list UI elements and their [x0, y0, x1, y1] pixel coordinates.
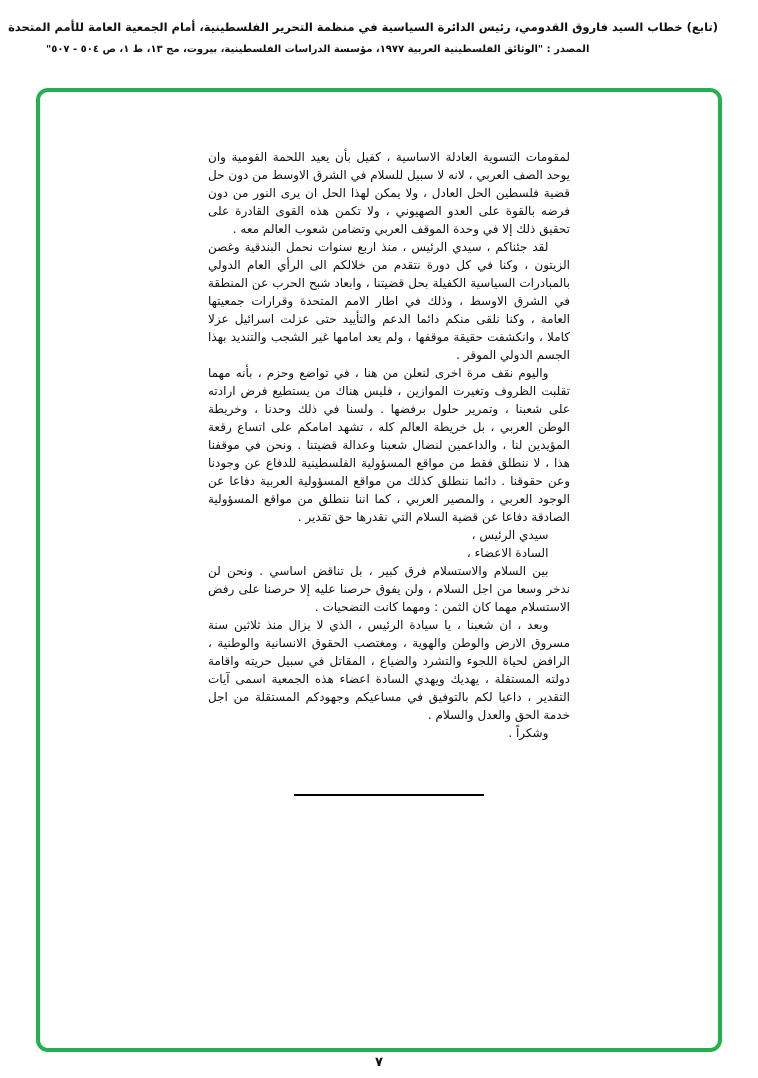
paragraph: لقد جئناكم ، سيدي الرئيس ، منذ اربع سنوات نحمل البندقية وغصن الزيتون ، وكنا في كل دورة نتقدم من خلالكم الى الرأي العام الدولي بالمبادرات السياسية الكفيلة بحل قضيتنا ، وابعاد شبح الحرب عن المنطقة في الشرق الاوسط ، وذلك في اطار الامم المتحدة وقرارات جمعيتها العامة ، وكنا نلقى منكم دائما الدعم والتأييد حتى عزلت اسرائيل عزلا كاملا ، وانكشفت حقيقة موقفها ، ولم يعد امامها غير الشجب والتنديد بهذا الجسم الدولي الموقر . [208, 240, 570, 362]
salutation-line: السادة الاعضاء ، [466, 546, 549, 560]
paragraph: بين السلام والاستسلام فرق كبير ، بل تناقض اساسي . ونحن لن ندخر وسعا من اجل السلام ، ولن يفوق حرصنا عليه إلا حرصنا على رفض الاستسلام مهما كان الثمن : ومهما كانت التضحيات . [208, 564, 570, 614]
salutation-line: سيدي الرئيس ، [471, 528, 549, 542]
document-source-line: المصدر : "الوثائق الفلسطينية العربية ١٩٧٧، مؤسسة الدراسات الفلسطينية، بيروت، مج ١٣، ط ١، ص ٥٠٤ - ٥٠٧" [46, 44, 590, 55]
body-text [208, 148, 570, 796]
document-title: (تابع) خطاب السيد فاروق القدومي، رئيس الدائرة السياسية في منظمة التحرير الفلسطينية، أمام الجمعية العامة للأمم المتحدة [8, 20, 718, 34]
paragraph: وبعد ، ان شعبنا ، يا سيادة الرئيس ، الذي لا يزال منذ ثلاثين سنة مسروق الارض والوطن والهوية ، ومغتصب الحقوق الانسانية والوطنية ، الرافض لحياة اللجوء والتشرد والضياع ، المقاتل في سبيل حريته واقامة دولته المستقلة ، يهديك ويهدي السادة اعضاء هذه الجمعية اسمى آيات التقدير ، داعيا لكم بالتوفيق في مساعيكم وجهودكم المستقلة من اجل خدمة الحق والعدل والسلام . [208, 618, 570, 722]
document-header [8, 20, 718, 55]
closing-thanks-line: وشكراً . [508, 726, 549, 740]
divider-line [294, 794, 484, 796]
paragraph: واليوم نقف مرة اخرى لنعلن من هنا ، في تواضع وحزم ، بأنه مهما تقلبت الظروف وتغيرت الموازين ، فليس هناك من يستطيع فرض ارادته على شعبنا ، وتمرير حلول برفضها . ولسنا في ذلك وحدنا ، وخريطة الوطن العربي ، بل خريطة العالم كله ، تشهد امامكم على اتساع رقعة المؤيدين لنا ، والداعمين لنضال شعبنا وعدالة قضيتنا . ونحن في موقفنا هذا ، لا ننطلق فقط من مواقع المسؤولية الفلسطينية للدفاع عن وجودنا وعن حقوقنا . دائما ننطلق كذلك من مواقع المسؤولية العربية دفاعا عن الوجود العربي ، والمصير العربي ، كما اننا ننطلق من مواقع المسؤولية الصادقة دفاعا عن قضية السلام التي نقدرها حق تقدير . [208, 366, 570, 524]
green-border-frame [36, 88, 722, 1052]
paragraph: لمقومات التسوية العادلة الاساسية ، كفيل بأن يعيد اللحمة القومية وان يوحد الصف العربي ، لانه لا سبيل للسلام في الشرق الاوسط من دون حل قضية فلسطين الحل العادل ، ولا يمكن لهذا الحل ان يرى النور من دون فرضه بالقوة على العدو الصهيوني ، ولا تكمن هذه القوى القادرة على تحقيق ذلك إلا في وحدة الموقف العربي وتضامن شعوب العالم معه . [208, 150, 570, 236]
page-number: ٧ [375, 1055, 383, 1070]
